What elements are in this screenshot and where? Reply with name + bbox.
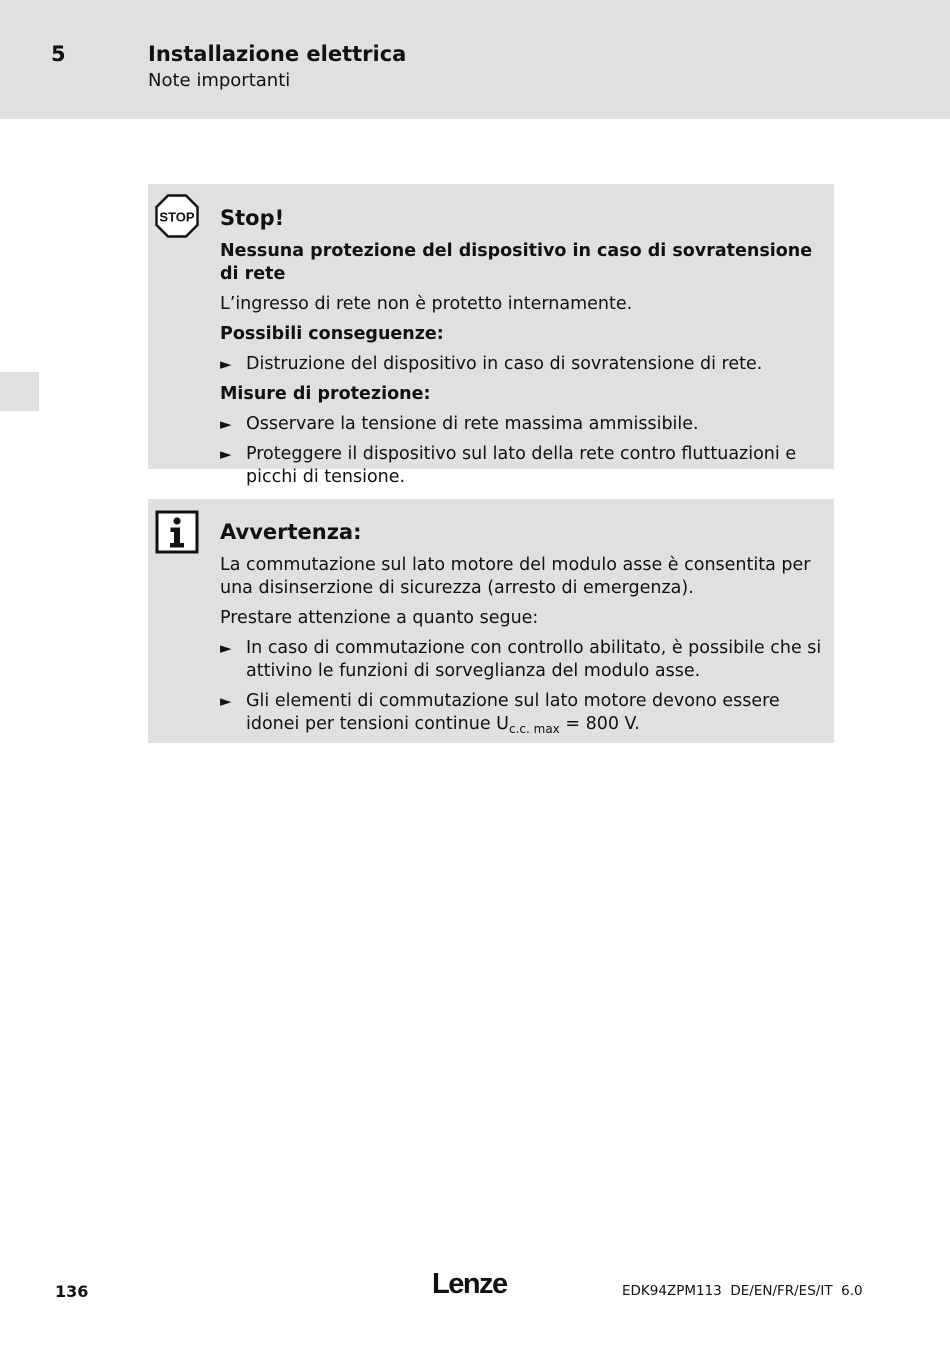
bullet-arrow-icon: ►: [220, 355, 232, 373]
list-item-text: In caso di commutazione con controllo abilitato, è possibile che si attivino le funzioni di sorveglianza del modulo asse.: [246, 638, 822, 681]
chapter-subtitle: Note importanti: [148, 70, 291, 91]
stop-notice-description: L’ingresso di rete non è protetto internamente.: [220, 294, 633, 314]
consequences-label: Possibili conseguenze:: [220, 324, 444, 344]
stop-notice-heading: Nessuna protezione del dispositivo in caso di sovratensione di rete: [220, 241, 813, 284]
stop-sign-text: STOP: [159, 209, 195, 225]
list-item: [220, 443, 826, 489]
chapter-side-tab: [0, 372, 39, 411]
stop-notice-body: [220, 206, 826, 496]
stop-sign-icon: [155, 194, 199, 238]
voltage-subscript: c.c. max: [508, 722, 560, 736]
chapter-number: 5: [51, 42, 66, 66]
bullet-arrow-icon: ►: [220, 692, 232, 710]
list-item: [220, 413, 826, 436]
attention-list: [220, 637, 826, 736]
list-item: [220, 353, 826, 376]
measures-label: Misure di protezione:: [220, 384, 431, 404]
bullet-arrow-icon: ►: [220, 415, 232, 433]
voltage-item-prefix: Gli elementi di commutazione sul lato motore devono essere idonei per tensioni continue U: [246, 691, 780, 734]
information-icon: [155, 510, 199, 554]
stop-notice-title: Stop!: [220, 206, 285, 230]
info-notice-title: Avvertenza:: [220, 520, 362, 544]
list-item-text: Distruzione del dispositivo in caso di sovratensione di rete.: [246, 354, 763, 374]
list-item-text: Osservare la tensione di rete massima ammissibile.: [246, 414, 699, 434]
info-notice: [148, 499, 834, 743]
info-notice-body: [220, 520, 826, 743]
page-number: 136: [55, 1282, 89, 1301]
attention-label: Prestare attenzione a quanto segue:: [220, 608, 539, 628]
bullet-arrow-icon: ►: [220, 445, 232, 463]
consequences-list: [220, 353, 826, 376]
page-header: [0, 0, 950, 119]
document-code: EDK94ZPM113 DE/EN/FR/ES/IT 6.0: [622, 1283, 863, 1299]
chapter-title: Installazione elettrica: [148, 42, 407, 66]
list-item: [220, 637, 826, 683]
list-item-text: [246, 691, 780, 734]
info-notice-paragraph: La commutazione sul lato motore del modulo asse è consentita per una disinserzione di sicurezza (arresto di emergenza).: [220, 555, 811, 598]
stop-notice: [148, 184, 834, 487]
bullet-arrow-icon: ►: [220, 639, 232, 657]
list-item: [220, 690, 826, 736]
lenze-logo: Lenze: [432, 1268, 507, 1300]
measures-list: [220, 413, 826, 489]
voltage-item-suffix: = 800 V.: [559, 714, 640, 734]
list-item-text: Proteggere il dispositivo sul lato della rete contro fluttuazioni e picchi di tensione.: [246, 444, 797, 487]
